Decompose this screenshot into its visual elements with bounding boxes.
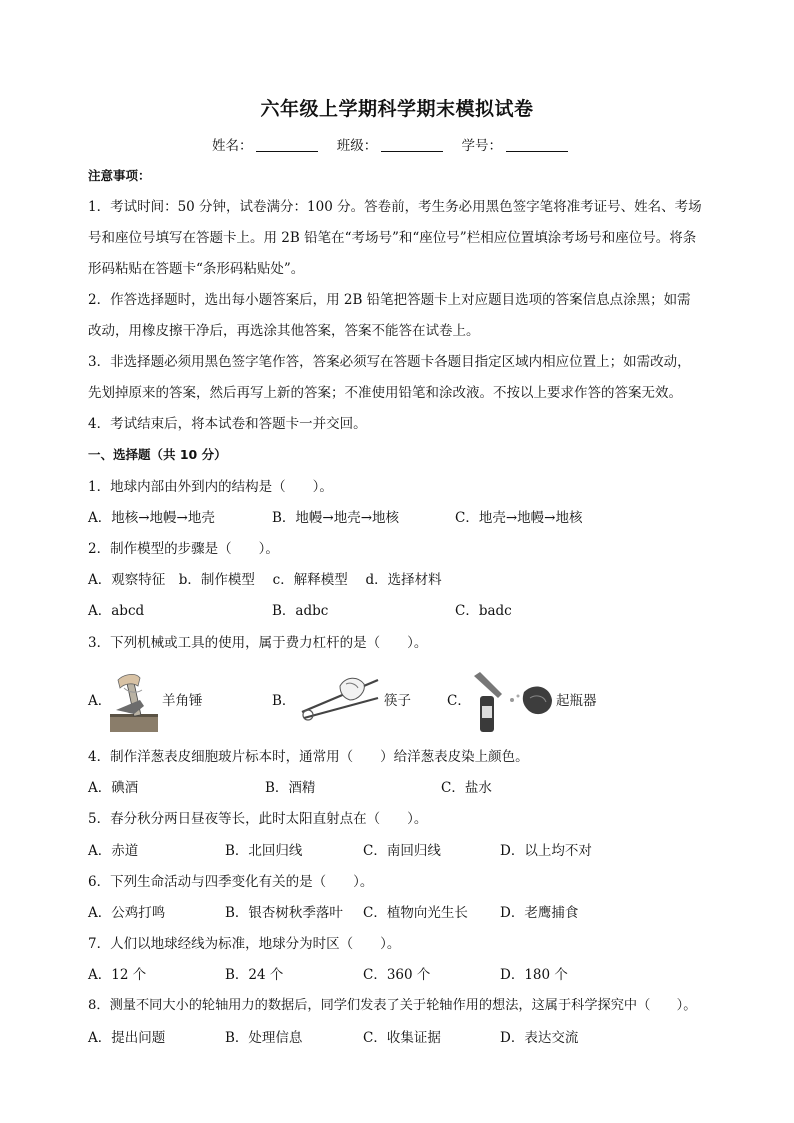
option-d[interactable]: D．以上均不对 — [500, 843, 592, 859]
section-heading: 一、选择题（共 10 分） — [88, 447, 227, 462]
option-c[interactable]: C．地壳→地幔→地核 — [455, 510, 583, 526]
option-a[interactable]: A．公鸡打鸣 — [88, 905, 166, 921]
chopsticks-image — [300, 672, 380, 722]
option-b[interactable]: B．酒精 — [265, 780, 316, 796]
name-label: 姓名： — [211, 138, 253, 154]
option-b[interactable]: B．24 个 — [225, 967, 284, 983]
notes-line: 2．作答选择题时，选出每小题答案后，用 2B 铅笔把答题卡上对应题目选项的答案信息点涂黑；如需 — [88, 292, 691, 308]
question-stem: 7．人们以地球经线为标准，地球分为时区（ ）。 — [88, 936, 401, 952]
option-a[interactable]: A．abcd — [88, 603, 145, 619]
notes-line: 号和座位号填写在答题卡上。用 2B 铅笔在“考场号”和“座位号”栏相应位置填涂考场号和座位号。将条 — [88, 230, 697, 246]
option-a[interactable]: A．地核→地幔→地壳 — [88, 510, 215, 526]
question-stem: 5．春分秋分两日昼夜等长，此时太阳直射点在（ ）。 — [88, 811, 428, 827]
number-label: 学号： — [461, 138, 503, 154]
page-title: 六年级上学期科学期末模拟试卷 — [260, 98, 534, 120]
option-b[interactable]: B．处理信息 — [225, 1030, 303, 1046]
option-a[interactable]: A． — [88, 693, 112, 709]
question-stem: 8．测量不同大小的轮轴用力的数据后，同学们发表了关于轮轴作用的想法，这属于科学探究中（ ）。 — [88, 998, 697, 1013]
option-a-label: 羊角锤 — [162, 693, 203, 709]
class-blank[interactable] — [381, 139, 443, 152]
option-b[interactable]: B．地幔→地壳→地核 — [272, 510, 400, 526]
option-a[interactable]: A．碘酒 — [88, 780, 139, 796]
notes-line: 先划掉原来的答案，然后再写上新的答案；不准使用铅笔和涂改液。不按以上要求作答的答案无效。 — [88, 385, 682, 401]
question-stem: 3．下列机械或工具的使用，属于费力杠杆的是（ ）。 — [88, 635, 428, 651]
option-d[interactable]: D．表达交流 — [500, 1030, 579, 1046]
option-a[interactable]: A．提出问题 — [88, 1030, 166, 1046]
question-stem: 2．制作模型的步骤是（ ）。 — [88, 541, 279, 557]
option-c[interactable]: C． — [447, 693, 471, 709]
question-stem: 6．下列生命活动与四季变化有关的是（ ）。 — [88, 874, 374, 890]
option-d[interactable]: D．180 个 — [500, 967, 568, 983]
option-a[interactable]: A．12 个 — [88, 967, 147, 983]
option-b[interactable]: B． — [272, 693, 296, 709]
option-d[interactable]: D．老鹰捕食 — [500, 905, 579, 921]
option-a[interactable]: A．赤道 — [88, 843, 139, 859]
option-b-label: 筷子 — [384, 693, 411, 709]
option-c[interactable]: C．badc — [455, 603, 512, 619]
notes-line: 3．非选择题必须用黑色签字笔作答，答案必须写在答题卡各题目指定区域内相应位置上；如需改动， — [88, 354, 691, 370]
step-list: A．观察特征 b．制作模型 c．解释模型 d．选择材料 — [88, 572, 442, 588]
option-c-label: 起瓶器 — [556, 693, 597, 709]
option-b[interactable]: B．银杏树秋季落叶 — [225, 905, 343, 921]
option-b[interactable]: B．adbc — [272, 603, 329, 619]
notes-line: 形码粘贴在答题卡“条形码粘贴处”。 — [88, 261, 305, 277]
name-blank[interactable] — [256, 139, 318, 152]
question-stem: 1．地球内部由外到内的结构是（ ）。 — [88, 479, 333, 495]
question-stem: 4．制作洋葱表皮细胞玻片标本时，通常用（ ）给洋葱表皮染上颜色。 — [88, 749, 529, 765]
class-label: 班级： — [336, 138, 378, 154]
student-info-row — [0, 134, 794, 154]
notes-heading: 注意事项： — [88, 168, 151, 183]
notes-line: 改动，用橡皮擦干净后，再选涂其他答案，答案不能答在试卷上。 — [88, 323, 480, 339]
option-c[interactable]: C．南回归线 — [363, 843, 441, 859]
option-c[interactable]: C．盐水 — [441, 780, 492, 796]
option-c[interactable]: C．植物向光生长 — [363, 905, 468, 921]
claw-hammer-image — [110, 670, 158, 732]
notes-line: 1．考试时间：50 分钟，试卷满分：100 分。答卷前，考生务必用黑色签字笔将准考证号、姓名、考场 — [88, 199, 702, 215]
option-c[interactable]: C．360 个 — [363, 967, 431, 983]
bottle-opener-image — [472, 670, 556, 732]
notes-line: 4．考试结束后，将本试卷和答题卡一并交回。 — [88, 416, 367, 432]
option-b[interactable]: B．北回归线 — [225, 843, 303, 859]
number-blank[interactable] — [506, 139, 568, 152]
option-c[interactable]: C．收集证据 — [363, 1030, 441, 1046]
